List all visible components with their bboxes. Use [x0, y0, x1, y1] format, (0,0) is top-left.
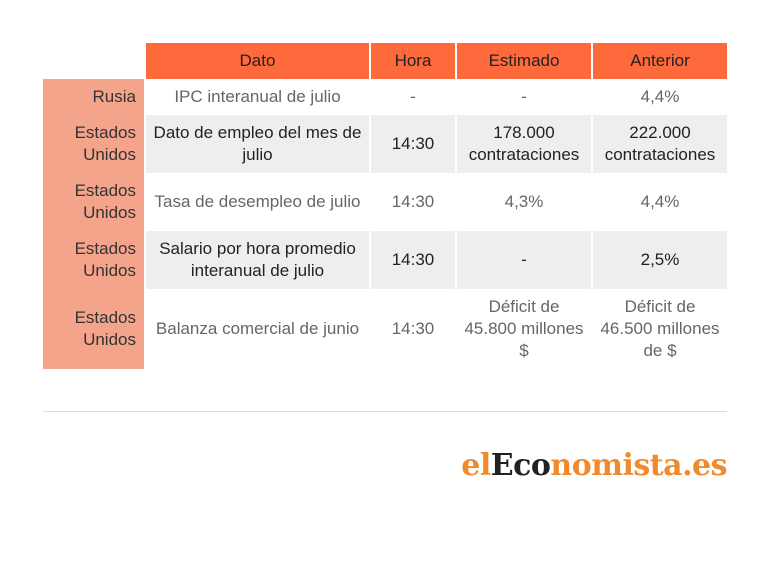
hora-cell: -	[370, 79, 456, 115]
country-cell: Estados Unidos	[43, 231, 145, 289]
header-corner-cell	[43, 43, 145, 79]
header-hora: Hora	[370, 43, 456, 79]
logo-part-rest: nomista.es	[550, 448, 727, 483]
anterior-cell: 222.000 contrataciones	[592, 115, 727, 173]
table-row	[43, 173, 727, 231]
footer-divider	[43, 411, 727, 412]
dato-cell: Dato de empleo del mes de julio	[145, 115, 370, 173]
table-row	[43, 231, 727, 289]
hora-cell: 14:30	[370, 289, 456, 369]
hora-cell: 14:30	[370, 173, 456, 231]
estimado-cell: 178.000 contrataciones	[456, 115, 592, 173]
table-row	[43, 115, 727, 173]
table-row	[43, 79, 727, 115]
anterior-cell: Déficit de 46.500 millones de $	[592, 289, 727, 369]
country-cell: Estados Unidos	[43, 115, 145, 173]
header-dato: Dato	[145, 43, 370, 79]
estimado-cell: Déficit de 45.800 millones $	[456, 289, 592, 369]
country-cell: Estados Unidos	[43, 289, 145, 369]
eleconomista-logo	[461, 446, 727, 486]
table-row	[43, 289, 727, 369]
dato-cell: Balanza comercial de junio	[145, 289, 370, 369]
dato-cell: Tasa de desempleo de julio	[145, 173, 370, 231]
dato-cell: Salario por hora promedio interanual de julio	[145, 231, 370, 289]
estimado-cell: -	[456, 231, 592, 289]
estimado-cell: 4,3%	[456, 173, 592, 231]
economic-calendar-table	[43, 43, 727, 369]
country-cell: Rusia	[43, 79, 145, 115]
logo-part-eco: Eco	[490, 448, 551, 483]
hora-cell: 14:30	[370, 231, 456, 289]
logo-part-el: el	[461, 448, 491, 483]
anterior-cell: 4,4%	[592, 79, 727, 115]
anterior-cell: 2,5%	[592, 231, 727, 289]
data-table-container	[43, 43, 727, 369]
estimado-cell: -	[456, 79, 592, 115]
dato-cell: IPC interanual de julio	[145, 79, 370, 115]
header-anterior: Anterior	[592, 43, 727, 79]
table-header-row	[43, 43, 727, 79]
anterior-cell: 4,4%	[592, 173, 727, 231]
header-estimado: Estimado	[456, 43, 592, 79]
country-cell: Estados Unidos	[43, 173, 145, 231]
hora-cell: 14:30	[370, 115, 456, 173]
